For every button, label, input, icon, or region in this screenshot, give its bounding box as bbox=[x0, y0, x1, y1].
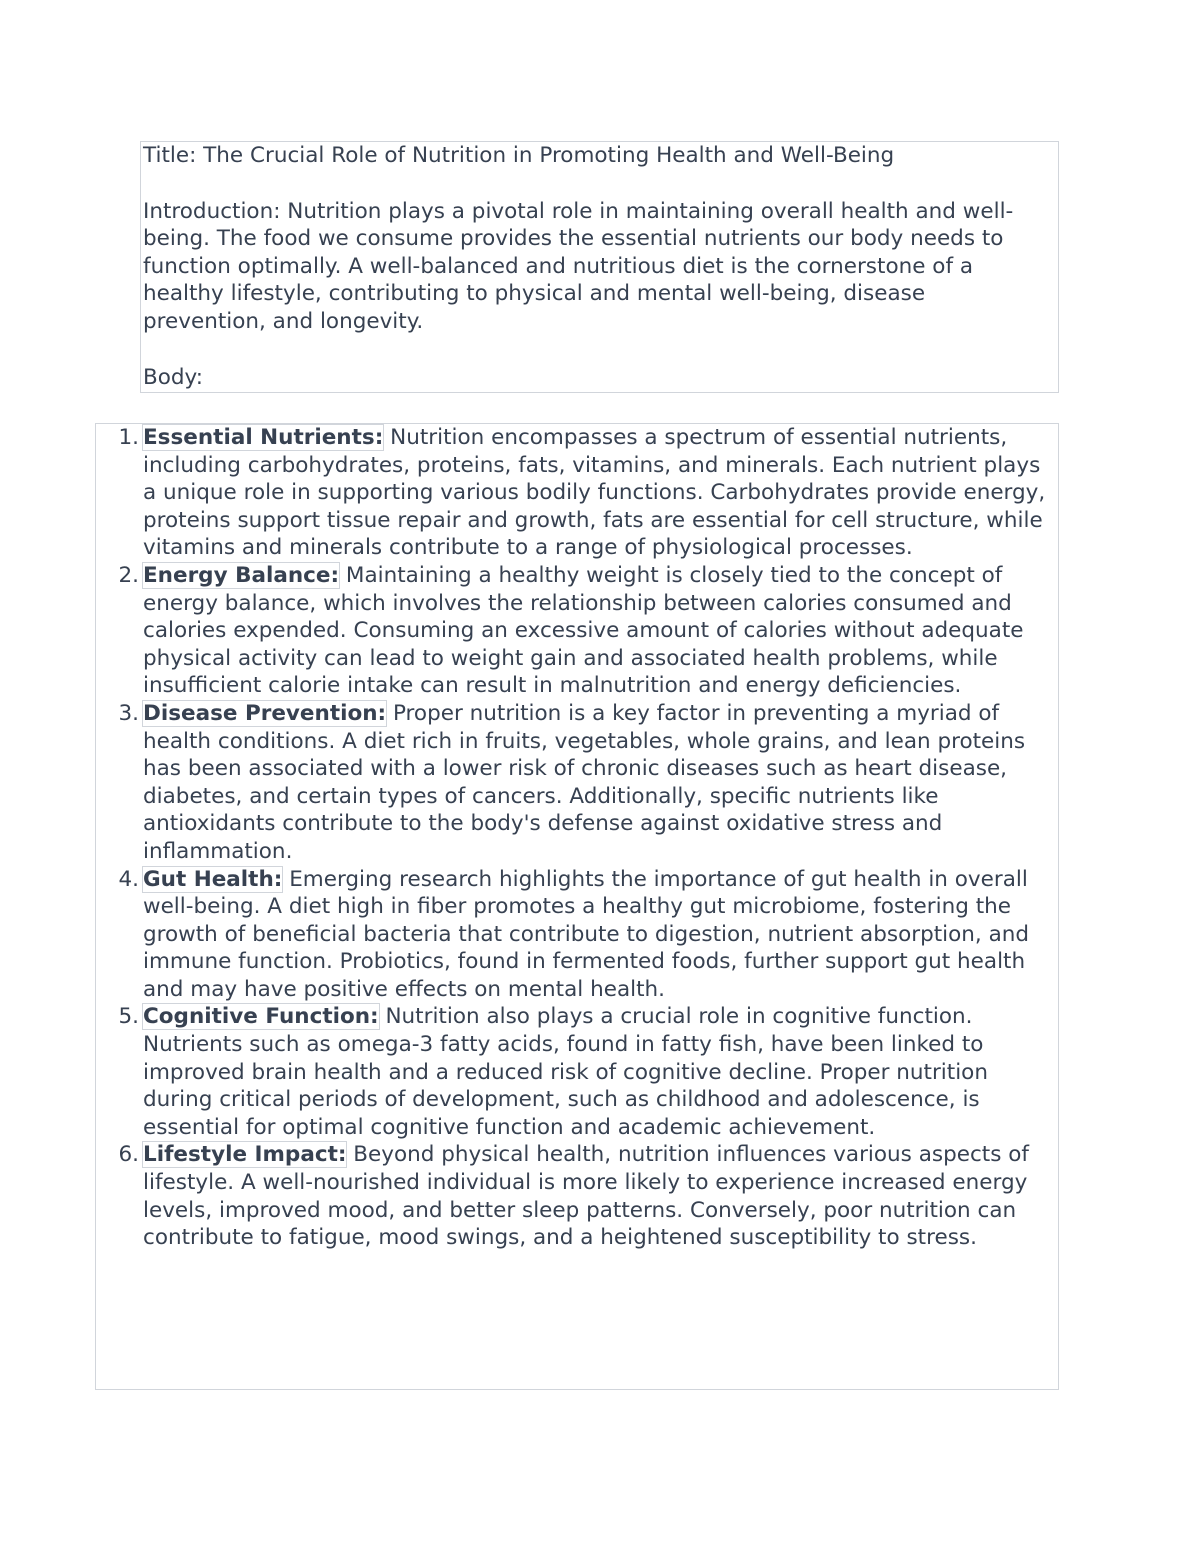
introduction-paragraph: Introduction: Nutrition plays a pivotal role in maintaining overall health and well-being. The food we consume provides the essential nutrients our body needs to function optimally. A well-balanced and nutritious diet is the cornerstone of a healthy lifestyle, contributing to physical and mental well-being, disease prevention, and longevity. bbox=[143, 198, 1014, 334]
document-title: Title: The Crucial Role of Nutrition in Promoting Health and Well-Being bbox=[143, 143, 895, 168]
list-item-number: 5. bbox=[118, 1004, 139, 1030]
list-item-heading: Disease Prevention: bbox=[143, 700, 387, 726]
list-item-text: Beyond physical health, nutrition influences various aspects of lifestyle. A well-nourished individual is more likely to experience increased energy levels, improved mood, and better sleep patterns. Conversely, poor nutrition can contribute to fatigue, mood swings, and a heightened susceptibility to stress. bbox=[143, 1142, 1029, 1251]
list-item-number: 1. bbox=[118, 425, 139, 450]
list-item-heading: Cognitive Function: bbox=[143, 1004, 379, 1030]
list-item-heading: Gut Health: bbox=[143, 866, 283, 892]
list-item bbox=[118, 1141, 1052, 1251]
list-item-heading: Lifestyle Impact: bbox=[143, 1142, 347, 1168]
list-item bbox=[118, 700, 1052, 866]
intro-section bbox=[140, 141, 1059, 393]
list-item-number: 2. bbox=[118, 562, 139, 588]
list-item bbox=[118, 562, 1052, 700]
list-item-text: Proper nutrition is a key factor in preventing a myriad of health conditions. A diet rich in fruits, vegetables, whole grains, and lean proteins has been associated with a lower risk of chronic diseases such as heart disease, diabetes, and certain types of cancers. Additionally, specific nutrients like antioxidants contribute to the body's defense against oxidative stress and inflammation. bbox=[143, 700, 1026, 864]
list-item bbox=[118, 1003, 1052, 1141]
list-item-text: Emerging research highlights the importance of gut health in overall well-being. A diet high in fiber promotes a healthy gut microbiome, fostering the growth of beneficial bacteria that contribute to digestion, nutrient absorption, and immune function. Probiotics, found in fermented foods, further support gut health and may have positive effects on mental health. bbox=[143, 866, 1030, 1002]
list-item-text: Maintaining a healthy weight is closely tied to the concept of energy balance, which involves the relationship between calories consumed and calories expended. Consuming an excessive amount of calories without adequate physical activity can lead to weight gain and associated health problems, while insufficient calorie intake can result in malnutrition and energy deficiencies. bbox=[143, 562, 1024, 699]
body-points-list bbox=[96, 424, 1058, 1252]
list-item-text: Nutrition also plays a crucial role in cognitive function. Nutrients such as omega-3 fatty acids, found in fatty fish, have been linked to improved brain health and a reduced risk of cognitive decline. Proper nutrition during critical periods of development, such as childhood and adolescence, is essential for optimal cognitive function and academic achievement. bbox=[143, 1004, 988, 1140]
list-item-number: 4. bbox=[118, 866, 139, 892]
list-item-text: Nutrition encompasses a spectrum of essential nutrients, including carbohydrates, proteins, fats, vitamins, and minerals. Each nutrient plays a unique role in supporting various bodily functions. Carbohydrates provide energy, proteins support tissue repair and growth, fats are essential for cell structure, while vitamins and minerals contribute to a range of physiological processes. bbox=[143, 425, 1046, 561]
list-item-number: 6. bbox=[118, 1142, 139, 1168]
list-item bbox=[118, 866, 1052, 1004]
body-label: Body: bbox=[143, 364, 203, 390]
list-item-heading: Essential Nutrients: bbox=[143, 425, 384, 450]
list-item-heading: Energy Balance: bbox=[143, 562, 340, 588]
body-points-section bbox=[95, 423, 1059, 1390]
list-item bbox=[118, 424, 1052, 562]
list-item-number: 3. bbox=[118, 700, 139, 726]
